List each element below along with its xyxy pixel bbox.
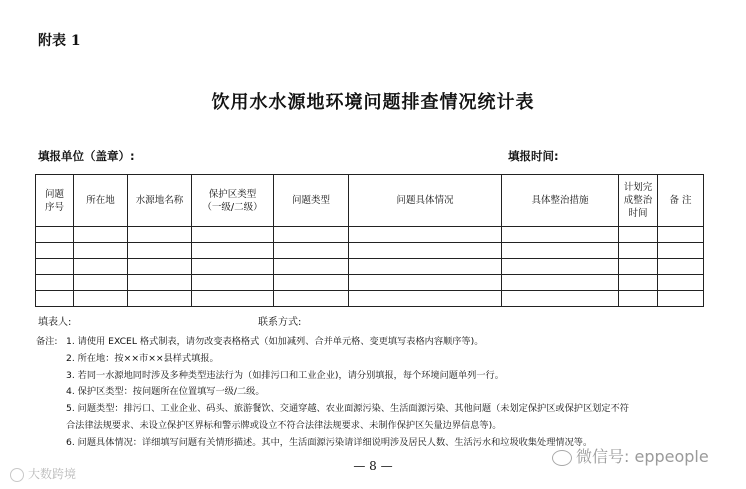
column-header-remarks: 备 注 [658, 175, 704, 227]
page-number: — 8 — [353, 459, 393, 473]
table-cell [192, 275, 274, 291]
table-cell [36, 227, 74, 243]
table-cell [192, 243, 274, 259]
table-cell [274, 259, 349, 275]
table-cell [502, 259, 619, 275]
table-cell [74, 291, 128, 307]
table-cell [619, 227, 658, 243]
table-cell [349, 291, 502, 307]
column-header-water-source-name: 水源地名称 [128, 175, 192, 227]
table-cell [36, 275, 74, 291]
table-header-row [36, 175, 704, 227]
table-cell [192, 291, 274, 307]
column-header-location: 所在地 [74, 175, 128, 227]
table-row [36, 227, 704, 243]
table-cell [658, 243, 704, 259]
table-cell [619, 291, 658, 307]
note-item-2: 2. 所在地：按××市××县样式填报。 [66, 352, 219, 364]
table-cell [502, 275, 619, 291]
appendix-label: 附表 1 [38, 33, 81, 49]
notes-section [36, 334, 726, 452]
table-cell [349, 259, 502, 275]
reporting-unit-label: 填报单位（盖章）: [38, 149, 135, 163]
table-cell [128, 275, 192, 291]
page-title: 饮用水水源地环境问题排查情况统计表 [211, 92, 535, 113]
table-cell [192, 259, 274, 275]
table-row [36, 291, 704, 307]
table-cell [619, 275, 658, 291]
contact-label: 联系方式: [258, 317, 302, 328]
table-cell [36, 259, 74, 275]
table-cell [128, 227, 192, 243]
table-cell [36, 243, 74, 259]
note-item-1: 备注: 1. 请使用 EXCEL 格式制表，请勿改变表格格式（如加减列、合并单元格、变更填写表格内容顺序等)。 [36, 334, 726, 351]
table-cell [658, 259, 704, 275]
column-header-issue-details: 问题具体情况 [349, 175, 502, 227]
table-cell [658, 275, 704, 291]
table-cell [36, 291, 74, 307]
table-cell [74, 275, 128, 291]
column-header-planned-completion-time: 计划完 成整治 时间 [619, 175, 658, 227]
table-cell [619, 243, 658, 259]
table-cell [274, 227, 349, 243]
table-cell [274, 243, 349, 259]
table-cell [128, 243, 192, 259]
note-item-5-continued: 合法律法规要求、未设立保护区界标和警示牌或设立不符合法律法规要求、未制作保护区矢量边界信息等)。 [66, 419, 502, 431]
watermark-right: 微信号: eppeople [552, 444, 709, 467]
table-cell [658, 227, 704, 243]
table-cell [192, 227, 274, 243]
note-item-3: 3. 若同一水源地同时涉及多种类型违法行为（如排污口和工业企业)，请分别填报，每个环境问题单列一行。 [66, 369, 504, 381]
notes-label: 备注: [36, 336, 58, 347]
table-cell [502, 243, 619, 259]
table-cell [349, 243, 502, 259]
table-cell [619, 259, 658, 275]
table-cell [349, 275, 502, 291]
table-row [36, 275, 704, 291]
watermark-left: 大数跨境 [10, 465, 76, 482]
table-cell [274, 291, 349, 307]
statistics-table [35, 174, 704, 307]
note-item-5: 5. 问题类型：排污口、工业企业、码头、旅游餐饮、交通穿越、农业面源污染、生活面源污染、其他问题（未划定保护区或保护区划定不符 [66, 403, 629, 415]
wechat-icon [552, 450, 572, 466]
column-header-issue-number: 问题 序号 [36, 175, 74, 227]
brand-logo-icon [10, 468, 24, 482]
note-item-4: 4. 保护区类型：按问题所在位置填写一级/二级。 [66, 386, 265, 398]
note-item-6: 6. 问题具体情况：详细填写问题有关情形描述。其中，生活面源污染请详细说明涉及居民人数、生活污水和垃圾收集处理情况等。 [66, 436, 593, 448]
table-row [36, 259, 704, 275]
table-cell [128, 259, 192, 275]
table-cell [74, 227, 128, 243]
table-cell [274, 275, 349, 291]
table-cell [128, 291, 192, 307]
column-header-protection-zone-type: 保护区类型 （一级/二级） [192, 175, 274, 227]
reporting-time-label: 填报时间: [508, 149, 559, 163]
table-cell [502, 291, 619, 307]
table-cell [502, 227, 619, 243]
table-cell [74, 259, 128, 275]
table-row [36, 243, 704, 259]
column-header-remediation-measures: 具体整治措施 [502, 175, 619, 227]
filler-label: 填表人: [38, 317, 72, 328]
table-cell [349, 227, 502, 243]
table-cell [74, 243, 128, 259]
table-cell [658, 291, 704, 307]
column-header-issue-type: 问题类型 [274, 175, 349, 227]
